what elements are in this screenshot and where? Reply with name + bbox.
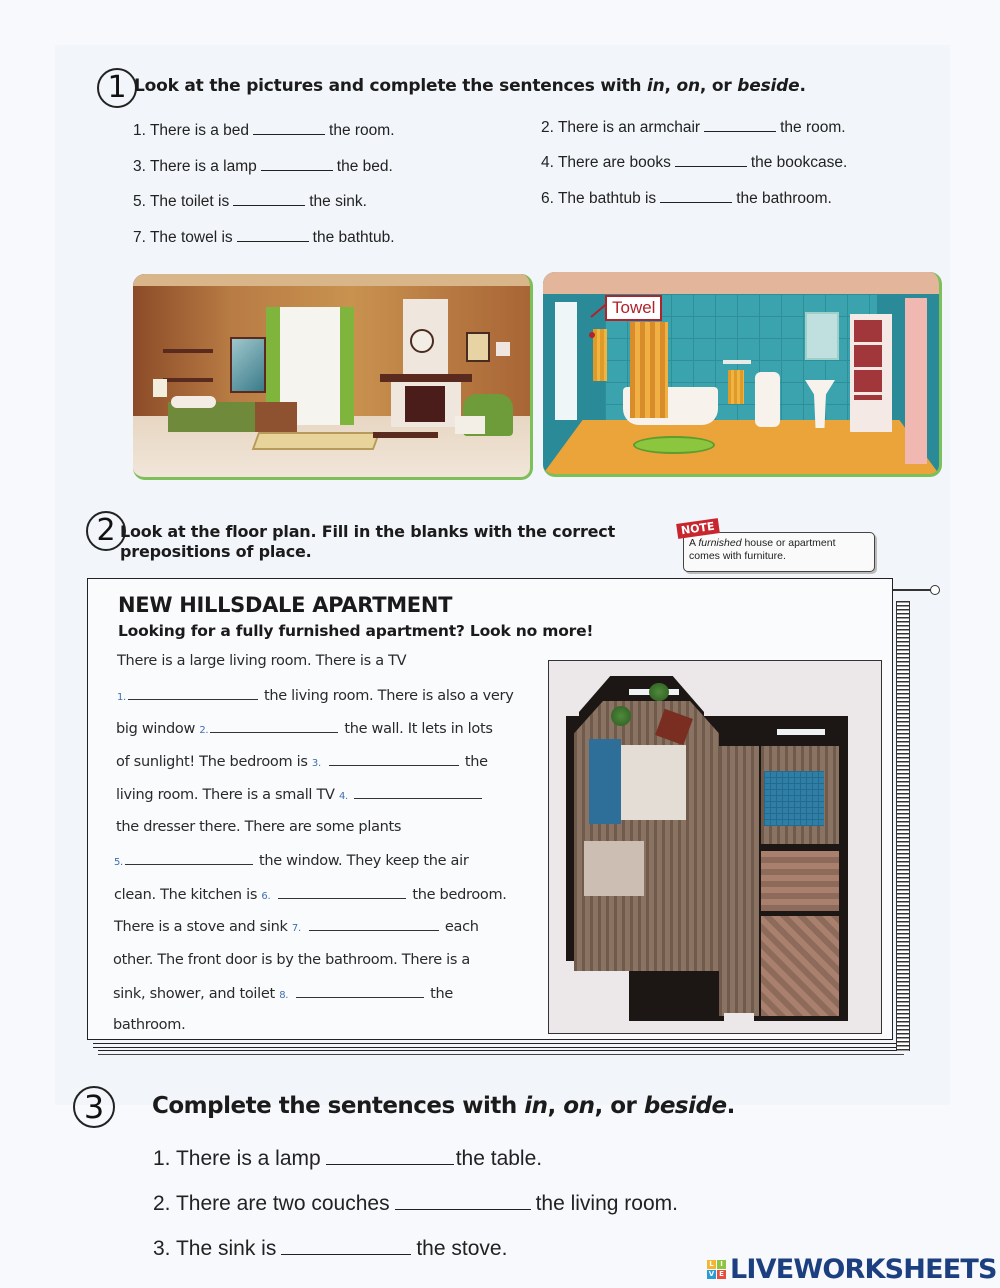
exercise-1-item-2 [541, 117, 846, 137]
ad-line-2 [117, 687, 513, 704]
ceiling [133, 274, 530, 286]
ad-text: There is a stove and sink [114, 919, 292, 935]
exercise-2-instruction-line1: Look at the floor plan. Fill in the blanks with the correct [120, 522, 616, 541]
answer-blank[interactable] [660, 188, 732, 203]
item-text: the bathroom. [736, 190, 832, 207]
answer-blank-3[interactable] [329, 753, 459, 766]
towel [593, 329, 607, 381]
logo-letter: L [707, 1260, 716, 1269]
logo-letter: V [708, 1270, 715, 1278]
answer-blank-2[interactable] [210, 720, 338, 733]
note-box [683, 532, 875, 572]
ad-subtitle: Looking for a fully furnished apartment? Look no more! [118, 622, 594, 640]
ad-line-4 [116, 753, 488, 770]
separator: , or [594, 1093, 644, 1119]
scroll-knob [930, 585, 940, 595]
blank-number: 2. [199, 725, 209, 736]
exercise-3-item-3 [153, 1236, 507, 1261]
exercise-1-item-6 [541, 188, 832, 208]
bed-footboard [255, 402, 297, 432]
answer-blank-8[interactable] [296, 985, 424, 998]
window [777, 729, 825, 735]
ad-text: other. The front door is by the bathroom. There is a [113, 952, 471, 968]
exercise-1-item-5 [133, 191, 367, 211]
logo-letter: E [717, 1270, 726, 1279]
ad-line-10 [113, 952, 470, 968]
ad-text: the [430, 986, 454, 1002]
mantle [380, 374, 472, 382]
option-on: on [676, 76, 700, 96]
item-text: 4. There are books [541, 154, 671, 171]
ad-text: sink, shower, and toilet [113, 986, 280, 1002]
bed [764, 771, 824, 826]
toilet [755, 372, 780, 427]
mirror [805, 312, 839, 360]
rug [252, 432, 381, 450]
ad-text: the wall. It lets in lots [344, 721, 493, 737]
option-beside: beside [737, 76, 800, 96]
plant-icon [611, 706, 631, 726]
clock-icon [410, 329, 434, 353]
item-text: 1. There is a bed [133, 122, 250, 139]
towel-label: Towel [605, 295, 662, 321]
front-door [724, 1013, 754, 1022]
note-text: A [689, 537, 699, 549]
instruction-text: Complete the sentences with [152, 1093, 525, 1119]
coffee-table [373, 432, 438, 438]
floor-lamp [496, 342, 510, 356]
answer-blank[interactable] [395, 1191, 531, 1210]
ad-line-5 [116, 786, 482, 803]
scroll-rod [893, 589, 935, 591]
kitchen-floor [761, 851, 839, 911]
ad-line-8 [114, 886, 507, 903]
option-in: in [647, 76, 665, 96]
wall-shelf [163, 349, 213, 382]
exercise-3-number: 3 [73, 1086, 115, 1128]
answer-blank[interactable] [675, 152, 747, 167]
curtain [340, 307, 354, 425]
exercise-2-number: 2 [86, 511, 126, 551]
blank-number: 5. [114, 857, 123, 868]
ad-line-7 [114, 852, 469, 869]
note-text: comes with furniture. [689, 550, 786, 562]
bathroom-floor [761, 916, 839, 1016]
blank-number: 8. [279, 990, 289, 1001]
item-text: 1. There is a lamp [153, 1147, 321, 1170]
ad-text: living room. There is a small TV [116, 787, 339, 803]
label-pointer-dot [589, 332, 595, 338]
logo-text: LIVEWORKSHEETS [730, 1254, 997, 1285]
ad-text: bathroom. [113, 1017, 186, 1033]
shelf [723, 360, 751, 364]
item-text: 5. The toilet is [133, 193, 230, 210]
exercise-1-instruction [134, 76, 806, 96]
logo-icon [707, 1260, 726, 1279]
hand-towel [728, 370, 744, 404]
separator: , or [699, 76, 738, 96]
option-on: on [563, 1093, 595, 1119]
ad-title: NEW HILLSDALE APARTMENT [118, 593, 453, 617]
sofa [589, 739, 621, 824]
hallway-floor [719, 746, 759, 1016]
answer-blank-1[interactable] [128, 687, 258, 700]
ad-line-6 [116, 819, 401, 835]
door [905, 298, 927, 464]
logo-letter: I [717, 1260, 726, 1269]
item-text: the room. [780, 119, 846, 136]
exercise-1-number: 1 [97, 68, 137, 108]
ad-line-3 [116, 720, 493, 737]
period: . [799, 76, 806, 96]
ad-text: the living room. There is also a very [263, 688, 514, 704]
stove-counter [584, 841, 644, 896]
item-text: the bathtub. [312, 229, 395, 246]
note-tag: NOTE [676, 518, 719, 539]
answer-blank[interactable] [326, 1146, 454, 1165]
ad-text: the [464, 754, 488, 770]
option-in: in [524, 1093, 548, 1119]
item-text: 2. There are two couches [153, 1192, 390, 1215]
books [854, 320, 882, 400]
item-text: 2. There is an armchair [541, 119, 701, 136]
apartment-floor-plan [548, 660, 882, 1034]
armchair-seat [455, 416, 485, 434]
item-text: the bookcase. [750, 154, 848, 171]
answer-blank-5[interactable] [125, 852, 253, 865]
window [555, 302, 577, 420]
ad-text: There is a large living room. There is a TV [117, 653, 407, 669]
shower-curtain [630, 322, 668, 418]
exercise-1-item-4 [541, 152, 847, 172]
option-beside: beside [643, 1093, 727, 1119]
plant-icon [649, 683, 669, 701]
frame-border [98, 1050, 904, 1055]
pillow [171, 396, 216, 408]
lamp [153, 379, 167, 397]
rug [621, 745, 686, 820]
note-italic-term: furnished [698, 537, 742, 549]
item-text: 3. The sink is [153, 1237, 277, 1260]
instruction-text: Look at the pictures and complete the sentences with [134, 76, 648, 96]
living-room-illustration [133, 274, 533, 480]
answer-blank-4[interactable] [354, 786, 482, 799]
frame-border [93, 1043, 899, 1048]
bathroom-illustration [543, 272, 942, 477]
exercise-3-instruction [152, 1093, 735, 1119]
exercise-3-item-2 [153, 1191, 678, 1216]
fireplace-opening [405, 386, 445, 422]
answer-blank[interactable] [281, 1236, 411, 1255]
bath-mat [633, 436, 715, 454]
item-text: 3. There is a lamp [133, 158, 257, 175]
ad-text: of sunlight! The bedroom is [116, 754, 312, 770]
exercise-1-item-3 [133, 156, 393, 176]
exercise-3-item-1 [153, 1146, 542, 1171]
separator: , [664, 76, 677, 96]
item-text: 7. The towel is [133, 229, 233, 246]
separator: , [547, 1093, 564, 1119]
ceiling [543, 272, 939, 294]
exercise-1-item-7 [133, 227, 395, 247]
exercise-1-item-1 [133, 120, 395, 140]
ad-line-12 [113, 1017, 185, 1033]
blank-number: 3. [311, 758, 321, 769]
ad-text: the dresser there. There are some plants [116, 819, 402, 835]
blank-number: 4. [338, 791, 348, 802]
answer-blank-7[interactable] [309, 918, 439, 931]
ad-line-1 [117, 653, 406, 669]
item-text: 6. The bathtub is [541, 190, 657, 207]
ad-text: big window [116, 721, 200, 737]
plan-background [549, 961, 629, 1033]
picture-frame [466, 332, 490, 362]
exercise-2-instruction-line2: prepositions of place. [120, 542, 312, 561]
answer-blank-6[interactable] [278, 886, 406, 899]
answer-blank[interactable] [233, 191, 305, 206]
answer-blank[interactable] [261, 156, 333, 171]
answer-blank[interactable] [237, 227, 309, 242]
answer-blank[interactable] [253, 120, 325, 135]
note-text: house or apartment [741, 537, 836, 549]
item-text: the bed. [336, 158, 393, 175]
ad-line-11 [113, 985, 453, 1002]
item-text: the living room. [535, 1192, 678, 1215]
answer-blank[interactable] [704, 117, 776, 132]
period: . [726, 1093, 735, 1119]
ad-text: the window. They keep the air [258, 853, 469, 869]
item-text: the stove. [416, 1237, 508, 1260]
item-text: the table. [455, 1147, 543, 1170]
item-text: the room. [329, 122, 395, 139]
blank-number: 1. [117, 692, 126, 703]
ad-text: each [444, 919, 479, 935]
ad-text: the bedroom. [412, 887, 507, 903]
ad-text: clean. The kitchen is [114, 887, 262, 903]
liveworksheets-logo[interactable] [707, 1254, 997, 1285]
blank-number: 7. [291, 923, 301, 934]
ad-line-9 [114, 918, 479, 935]
item-text: the sink. [309, 193, 367, 210]
scroll-spring [896, 601, 910, 1051]
blank-number: 6. [261, 891, 271, 902]
mirror [230, 337, 266, 393]
